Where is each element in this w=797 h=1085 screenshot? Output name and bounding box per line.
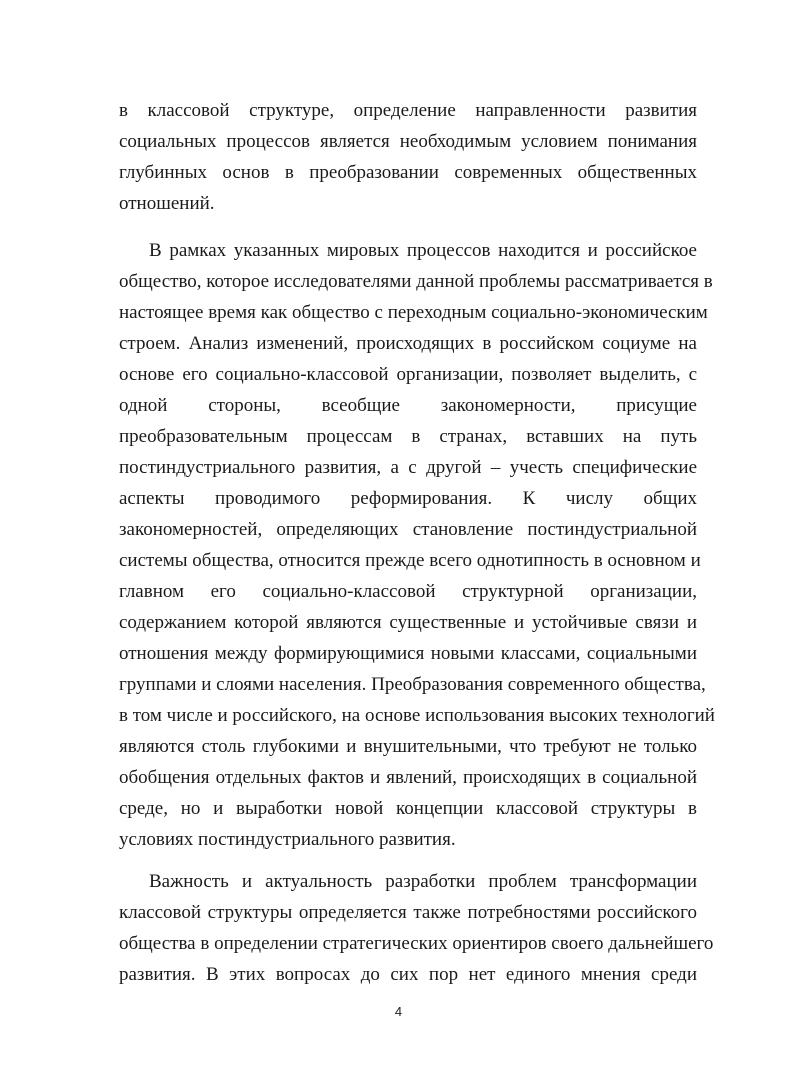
text-line: преобразовательным процессам в странах, вставших на путь — [119, 426, 697, 447]
text-line: социальных процессов является необходимым условием понимания — [119, 131, 697, 152]
text-line: одной стороны, всеобщие закономерности, присущие — [119, 395, 697, 416]
text-line: строем. Анализ изменений, происходящих в российском социуме на — [119, 333, 697, 354]
text-line: аспекты проводимого реформирования. К числу общих — [119, 488, 697, 509]
paragraph-russian-society — [119, 235, 715, 855]
text-line: в классовой структуре, определение направленности развития — [119, 100, 697, 121]
paragraph-continuation — [119, 95, 697, 219]
text-line: обобщения отдельных фактов и явлений, происходящих в социальной — [119, 767, 697, 788]
text-line: содержанием которой являются существенные и устойчивые связи и — [119, 612, 697, 633]
text-line: классовой структуры определяется также потребностями российского — [119, 902, 697, 923]
text-line: закономерностей, определяющих становление постиндустриальной — [119, 519, 697, 540]
text-line: среде, но и выработки новой концепции классовой структуры в — [119, 798, 697, 819]
text-line: основе его социально-классовой организации, позволяет выделить, с — [119, 364, 697, 385]
text-line: системы общества, относится прежде всего однотипность в основном и — [119, 550, 701, 571]
text-line: настоящее время как общество с переходным социально-экономическим — [119, 302, 708, 323]
paragraph-importance — [119, 866, 714, 990]
page-number: 4 — [394, 1004, 403, 1019]
text-line: развития. В этих вопросах до сих пор нет единого мнения среди — [119, 964, 697, 985]
text-line: условиях постиндустриального развития. — [119, 829, 456, 850]
text-line: главном его социально-классовой структурной организации, — [119, 581, 697, 602]
text-line: общество, которое исследователями данной проблемы рассматривается в — [119, 271, 713, 292]
text-line: Важность и актуальность разработки проблем трансформации — [149, 871, 697, 892]
text-line: группами и слоями населения. Преобразования современного общества, — [119, 674, 706, 695]
text-line: постиндустриального развития, а с другой – учесть специфические — [119, 457, 697, 478]
text-line: глубинных основ в преобразовании современных общественных — [119, 162, 697, 183]
text-line: являются столь глубокими и внушительными, что требуют не только — [119, 736, 697, 757]
text-line: отношений. — [119, 193, 215, 214]
text-line: общества в определении стратегических ориентиров своего дальнейшего — [119, 933, 714, 954]
text-line: отношения между формирующимися новыми классами, социальными — [119, 643, 697, 664]
text-line: В рамках указанных мировых процессов находится и российское — [149, 240, 697, 261]
text-line: в том числе и российского, на основе использования высоких технологий — [119, 705, 715, 726]
